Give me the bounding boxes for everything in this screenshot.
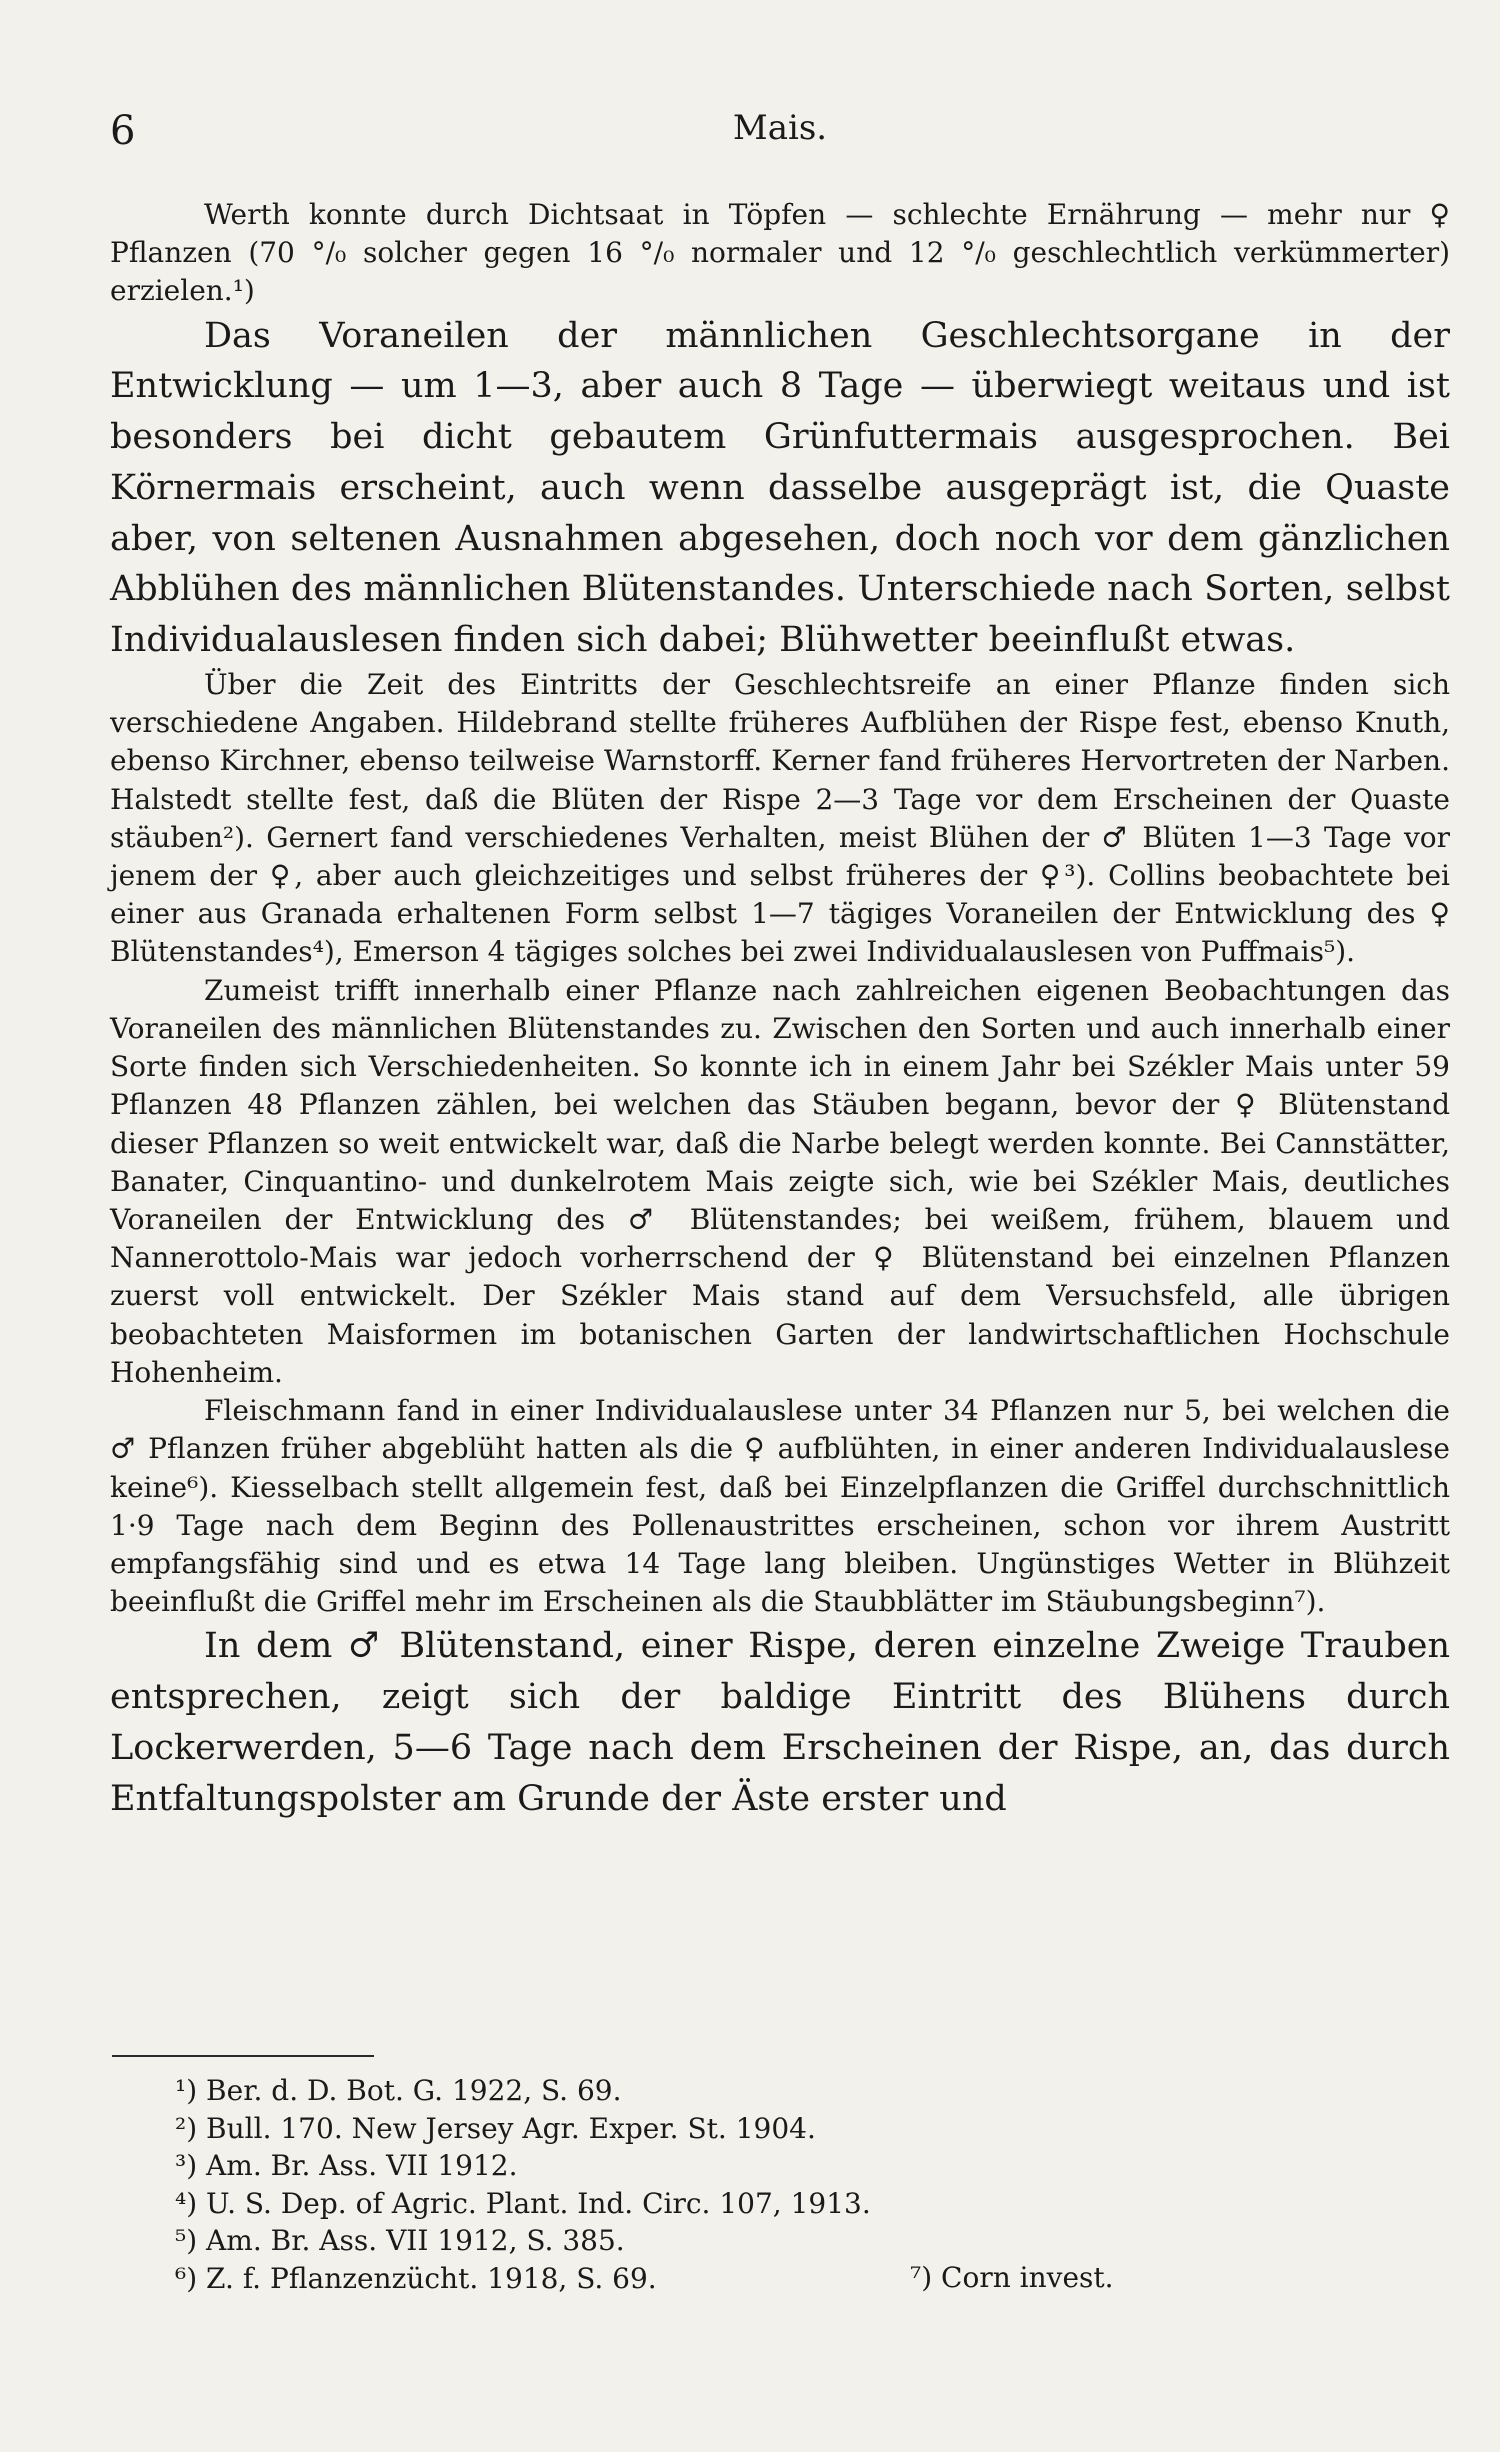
paragraph-geschlechtsreife: Über die Zeit des Eintritts der Geschlechtsreife an einer Pflanze finden sich verschiedene Angaben. Hildebrand stellte früheres Aufblühen der Rispe fest, ebenso Knuth, ebenso Kirchner, ebenso teilweise Warnstorff. Kerner fand früheres Hervortreten der Narben. Halstedt stellte fest, daß die Blüten der Rispe 2—3 Tage vor dem Erscheinen der Quaste stäuben²). Gernert fand verschiedenes Verhalten, meist Blühen der ♂ Blüten 1—3 Tage vor jenem der ♀, aber auch gleichzeitiges und selbst früheres der ♀³). Collins beobachtete bei einer aus Granada erhaltenen Form selbst 1—7 tägiges Voraneilen der Entwicklung des ♀ Blütenstandes⁴), Emerson 4 tägiges solches bei zwei Individualauslesen von Puffmais⁵). [110,667,1450,969]
footnote: ⁵) Am. Br. Ass. VII 1912, S. 385. [175,2224,625,2257]
footnote: ⁶) Z. f. Pflanzenzücht. 1918, S. 69. [175,2261,657,2295]
footnotes [175,2072,1175,2297]
page-header [110,108,1450,158]
page-number: 6 [110,108,136,154]
footnote: ³) Am. Br. Ass. VII 1912. [175,2149,518,2182]
paragraph-fleischmann: Fleischmann fand in einer Individualauslese unter 34 Pflanzen nur 5, bei welchen die ♂ Pflanzen früher abgeblüht hatten als die ♀ aufblühten, in einer anderen Individualauslese keine⁶). Kiesselbach stellt allgemein fest, daß bei Einzelpflanzen die Griffel durchschnittlich 1·9 Tage nach dem Beginn des Pollenaustrittes erscheinen, schon vor ihrem Austritt empfangsfähig sind und es etwa 14 Tage lang bleiben. Ungünstiges Wetter in Blühzeit beeinflußt die Griffel mehr im Erscheinen als die Staubblätter im Stäubungsbeginn⁷). [110,1394,1450,1619]
paragraph-beobachtungen: Zumeist trifft innerhalb einer Pflanze nach zahlreichen eigenen Beobachtungen das Voraneilen des männlichen Blütenstandes zu. Zwischen den Sorten und auch innerhalb einer Sorte finden sich Verschiedenheiten. So konnte ich in einem Jahr bei Székler Mais unter 59 Pflanzen 48 Pflanzen zählen, bei welchen das Stäuben begann, bevor der ♀ Blütenstand dieser Pflanzen so weit entwickelt war, daß die Narbe belegt werden konnte. Bei Cannstätter, Banater, Cinquantino- und dunkelrotem Mais zeigte sich, wie bei Székler Mais, deutliches Voraneilen der Entwicklung des ♂ Blütenstandes; bei weißem, frühem, blauem und Nannerottolo-Mais war jedoch vorherrschend der ♀ Blütenstand bei einzelnen Pflanzen zuerst voll entwickelt. Der Székler Mais stand auf dem Versuchsfeld, alle übrigen beobachteten Maisformen im botanischen Garten der landwirtschaftlichen Hochschule Hohenheim. [110,973,1450,1389]
footnote: ⁷) Corn invest. [910,2261,1114,2294]
footnote: ²) Bull. 170. New Jersey Agr. Exper. St. 1904. [175,2111,816,2145]
paragraph-bluetenstand: In dem ♂ Blütenstand, einer Rispe, deren einzelne Zweige Trauben entsprechen, zeigt sich der baldige Eintritt des Blühens durch Lockerwerden, 5—6 Tage nach dem Erscheinen der Rispe, an, das durch Entfaltungspolster am Grunde der Äste erster und [110,1626,1450,1819]
running-title: Mais. [732,108,828,148]
paragraph-werth: Werth konnte durch Dichtsaat in Töpfen — schlechte Ernährung — mehr nur ♀ Pflanzen (70 °/₀ solcher gegen 16 °/₀ normaler und 12 °/₀ geschlechtlich verkümmerter) erzielen.¹) [110,198,1450,308]
paragraph-voraneilen: Das Voraneilen der männlichen Geschlechtsorgane in der Entwicklung — um 1—3, aber auch 8 Tage — überwiegt weitaus und ist besonders bei dicht gebautem Grünfuttermais ausgesprochen. Bei Körnermais erscheint, auch wenn dasselbe ausgeprägt ist, die Quaste aber, von seltenen Ausnahmen abgesehen, doch noch vor dem gänzlichen Abblühen des männlichen Blütenstandes. Unterschiede nach Sorten, selbst Individualauslesen finden sich dabei; Blühwetter beeinflußt etwas. [110,315,1450,661]
body-text [110,196,1450,1824]
footnote: ¹) Ber. d. D. Bot. G. 1922, S. 69. [175,2074,622,2107]
footnote: ⁴) U. S. Dep. of Agric. Plant. Ind. Circ. 107, 1913. [175,2186,871,2220]
footnote-rule [112,2055,374,2057]
